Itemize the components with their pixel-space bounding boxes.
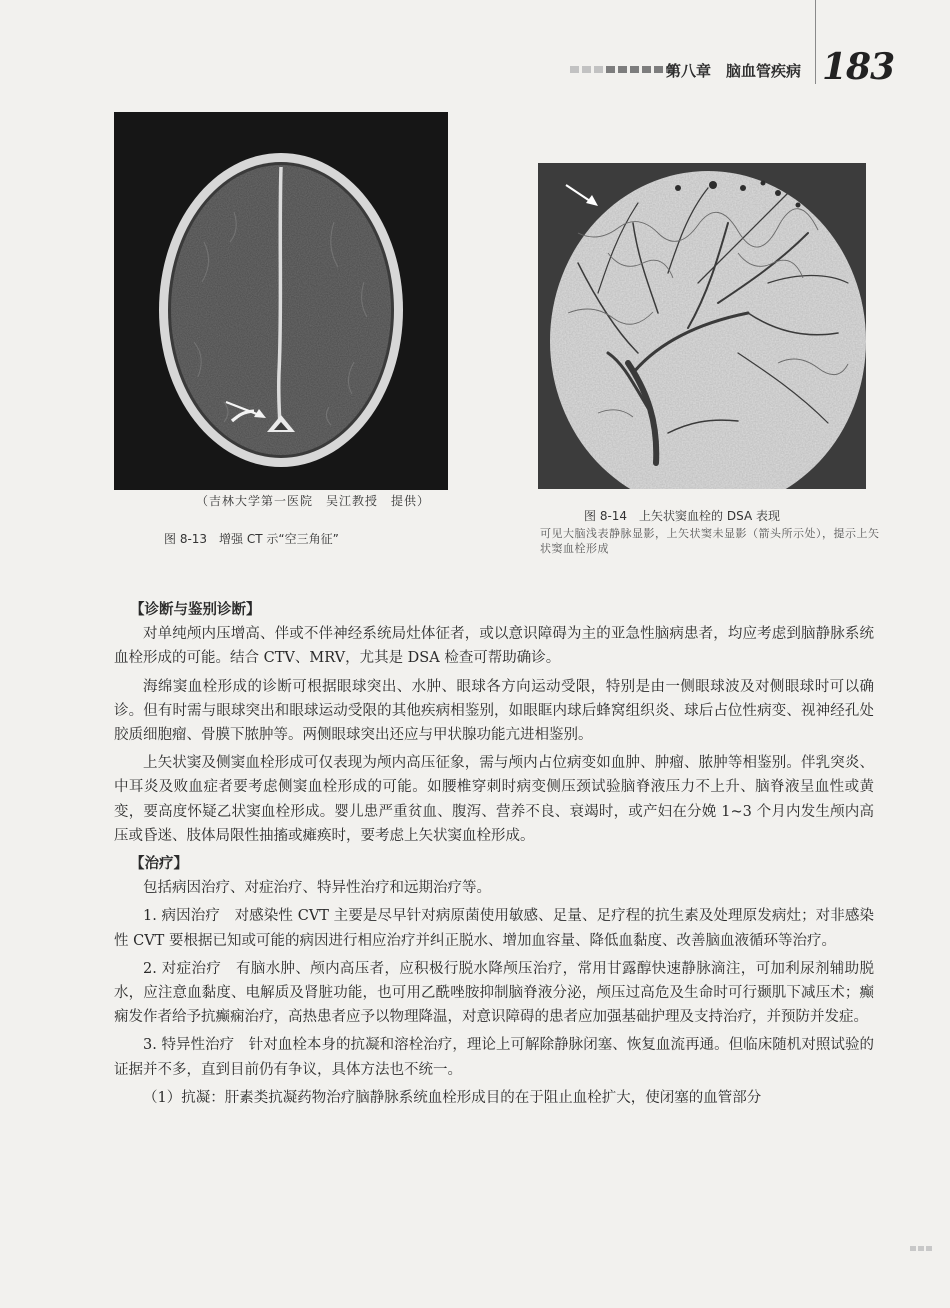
paragraph: 包括病因治疗、对症治疗、特异性治疗和远期治疗等。 [143,880,491,897]
figure-8-14-note: 可见大脑浅表静脉显影，上矢状窦未显影（箭头所示处），提示上矢状窦血栓形成 [540,527,880,555]
figure-8-13-caption: 图 8-13 增强 CT 示“空三角征” [164,532,339,546]
paragraph: 2. 对症治疗 有脑水肿、颅内高压者，应积极行脱水降颅压治疗，常用甘露醇快速静脉滴注，可加利尿剂辅助脱水，应注意血黏度、电解质及肾脏功能，也可用乙酰唑胺抑制脑脊液分泌，颅压过高危及生命时可行颞肌下减压术；癫痫发作者给予抗癫痫治疗，高热患者应予以物理降温，对意识障碍的患者应加强基础护理及支持治疗，并预防并发症。 [114,960,874,1026]
body-text [114,598,874,1114]
paragraph: 对单纯颅内压增高、伴或不伴神经系统局灶体征者，或以意识障碍为主的亚急性脑病患者，均应考虑到脑静脉系统血栓形成的可能。结合 CTV、MRV，尤其是 DSA 检查可帮助确诊。 [114,626,874,667]
header-divider [815,0,816,84]
section-heading-diagnosis: 【诊断与鉴别诊断】 [130,602,261,618]
figure-8-13-ct-image [114,112,448,490]
page-corner-mark [910,1246,932,1251]
section-heading-treatment: 【治疗】 [130,856,188,873]
paragraph: 3. 特异性治疗 针对血栓本身的抗凝和溶栓治疗，理论上可解除静脉闭塞、恢复血流再通。但临床随机对照试验的证据并不多，直到目前仍有争议，具体方法也不统一。 [114,1037,874,1078]
paragraph: 海绵窦血栓形成的诊断可根据眼球突出、水肿、眼球各方向运动受限，特别是由一侧眼球波及对侧眼球时可以确诊。但有时需与眼球突出和眼球运动受限的其他疾病相鉴别，如眼眶内球后蜂窝组织炎、球后占位性病变、视神经孔处胶质细胞瘤、骨膜下脓肿等。两侧眼球突出还应与甲状腺功能亢进相鉴别。 [114,678,874,744]
header-decoration [570,66,675,73]
paragraph: 1. 病因治疗 对感染性 CVT 主要是尽早针对病原菌使用敏感、足量、足疗程的抗生素及处理原发病灶；对非感染性 CVT 要根据已知或可能的病因进行相应治疗并纠正脱水、增加血容量、降低血黏度、改善脑血液循环等治疗。 [114,908,874,949]
chapter-title: 第八章 脑血管疾病 [666,62,802,80]
figure-8-14-dsa-image [538,163,866,489]
figure-8-14-caption: 图 8-14 上矢状窦血栓的 DSA 表现 [584,509,780,523]
paragraph: 上矢状窦及侧窦血栓形成可仅表现为颅内高压征象，需与颅内占位病变如血肿、肿瘤、脓肿等相鉴别。伴乳突炎、中耳炎及败血症者要考虑侧窦血栓形成的可能。如腰椎穿刺时病变侧压颈试验脑脊液压力不上升、脑脊液呈血性或黄变，要高度怀疑乙状窦血栓形成。婴儿患严重贫血、腹泻、营养不良、衰竭时，或产妇在分娩 1~3 个月内发生颅内高压或昏迷、肢体局限性抽搐或瘫痪时，要考虑上矢状窦血栓形成。 [114,755,874,844]
figure-8-13-credit: （吉林大学第一医院 吴江教授 提供） [196,494,431,508]
paragraph: （1）抗凝：肝素类抗凝药物治疗脑静脉系统血栓形成目的在于阻止血栓扩大，使闭塞的血管部分 [143,1089,762,1106]
page-number: 183 [822,46,895,88]
